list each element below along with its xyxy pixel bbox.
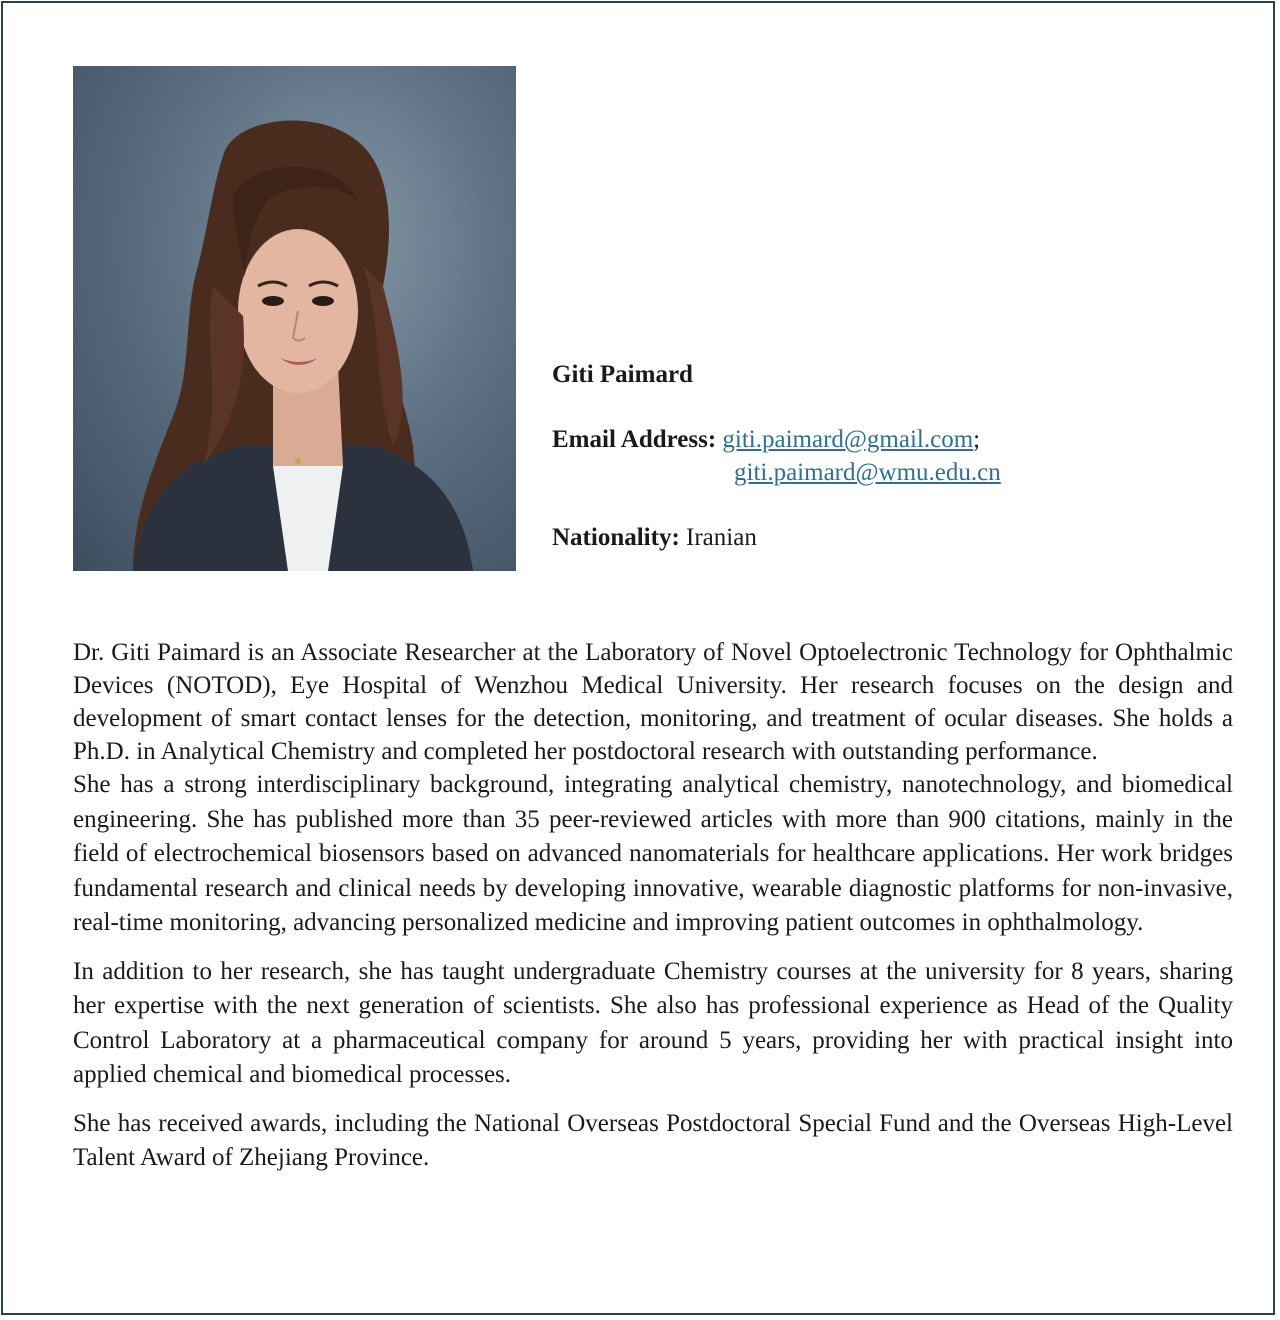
profile-photo: [73, 66, 516, 571]
biography: [73, 636, 1233, 1176]
email-separator: ;: [973, 426, 981, 453]
nationality-value: Iranian: [686, 524, 757, 551]
email-label: Email Address:: [552, 426, 717, 453]
nationality-label: Nationality:: [552, 524, 680, 551]
email-link-primary[interactable]: giti.paimard@gmail.com: [722, 426, 974, 453]
profile-info: [552, 358, 1252, 554]
bio-paragraph-2: She has a strong interdisciplinary background, integrating analytical chemistry, nanotechnology, and biomedical engineering. She has published more than 35 peer-reviewed articles with more than 900 citations, mainly in the field of electrochemical biosensors based on advanced nanomaterials for healthcare applications. Her work bridges fundamental research and clinical needs by developing innovative, wearable diagnostic platforms for non-invasive, real-time monitoring, advancing personalized medicine and improving patient outcomes in ophthalmology.: [73, 771, 1233, 936]
bio-paragraph-3: In addition to her research, she has taught undergraduate Chemistry courses at the university for 8 years, sharing her expertise with the next generation of scientists. She also has professional experience as Head of the Quality Control Laboratory at a pharmaceutical company for around 5 years, providing her with practical insight into applied chemical and biomedical processes.: [73, 957, 1233, 1088]
email-row: [552, 423, 1252, 489]
bio-paragraph-4: She has received awards, including the National Overseas Postdoctoral Special Fund and the Overseas High-Level Talent Award of Zhejiang Province.: [73, 1109, 1233, 1171]
email-link-secondary[interactable]: giti.paimard@wmu.edu.cn: [734, 459, 1001, 486]
bio-paragraph-1: Dr. Giti Paimard is an Associate Researcher at the Laboratory of Novel Optoelectronic Technology for Ophthalmic Devices (NOTOD), Eye Hospital of Wenzhou Medical University. Her research focuses on the design and development of smart contact lenses for the detection, monitoring, and treatment of ocular diseases. She holds a Ph.D. in Analytical Chemistry and completed her postdoctoral research with outstanding performance.: [73, 639, 1233, 765]
profile-name: Giti Paimard: [552, 361, 693, 388]
nationality-row: [552, 521, 1252, 554]
